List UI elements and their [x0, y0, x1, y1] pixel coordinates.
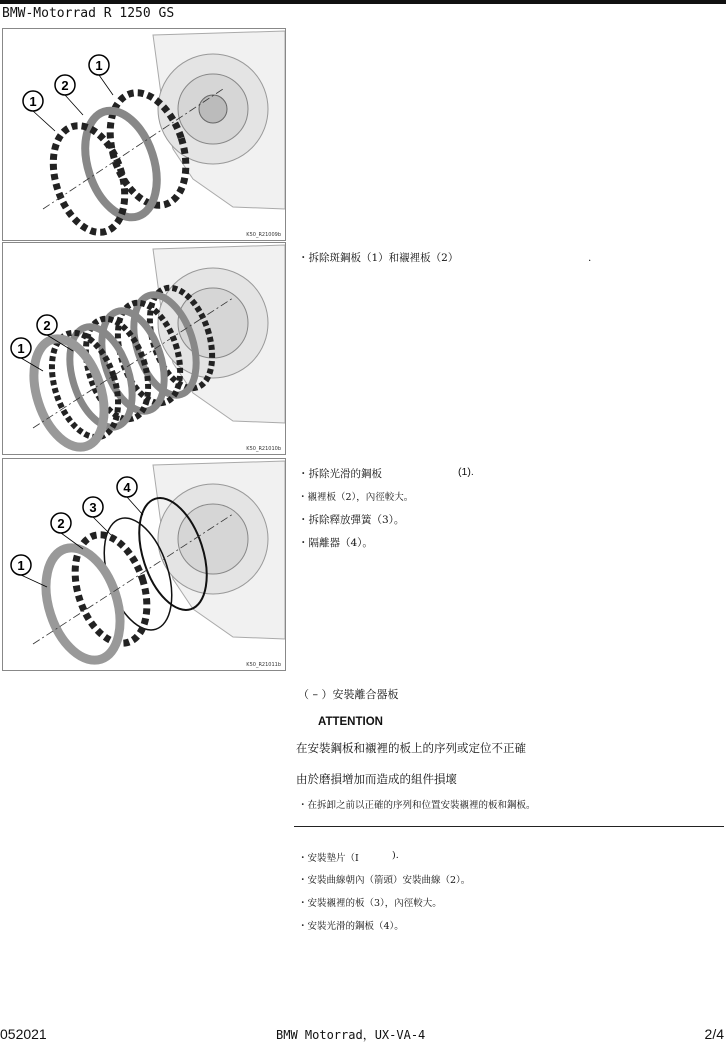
removal-step-2-ref: (1). [458, 466, 474, 478]
removal-step-1-dot: . [588, 252, 592, 264]
removal-step-5: ・隔離器（4）。 [298, 537, 373, 549]
figure-3-callout: 1 [17, 558, 25, 573]
figure-2-callout: 2 [43, 318, 51, 333]
figure-1-callout: 2 [61, 78, 69, 93]
install-step-1: ・安裝墊片（I [298, 853, 359, 864]
figure-3-caption: K50_R21011b [246, 662, 281, 668]
install-step-1-ref: ). [392, 850, 399, 861]
figure-3-callout: 3 [89, 500, 97, 515]
figure-3-callout: 4 [123, 480, 131, 495]
install-heading: （ – ）安裝離合器板 [298, 688, 399, 701]
footer-date: 052021 [0, 1026, 47, 1042]
figure-2-callout: 1 [17, 341, 25, 356]
figure-1-caption: K50_R21009b [246, 232, 281, 238]
removal-step-1: ・拆除斑鋼板（1）和襯裡板（2） [298, 252, 459, 264]
page-number: 2/4 [704, 1026, 724, 1042]
removal-step-2: ・拆除光滑的鋼板 [298, 468, 382, 480]
warning-text-3: ・在拆卸之前以正確的序列和位置安裝襯裡的板和鋼板。 [298, 800, 536, 811]
figure-3 [2, 458, 286, 671]
figure-1-callout: 1 [95, 58, 103, 73]
warning-text-2: 由於磨損增加而造成的組件損壞 [296, 772, 457, 786]
warning-text-1: 在安裝鋼板和襯裡的板上的序列或定位不正確 [296, 741, 526, 755]
figure-1 [2, 28, 286, 241]
removal-step-3: ・襯裡板（2），內徑較大。 [298, 492, 414, 503]
top-rule [0, 0, 726, 4]
figure-2-caption: K50_R21010b [246, 446, 281, 452]
section-divider [294, 826, 724, 827]
figure-1-callout: 1 [29, 94, 37, 109]
attention-label: ATTENTION [318, 716, 383, 728]
footer-doc-id: BMW Motorrad，UX-VA-4 [276, 1028, 426, 1042]
install-step-2: ・安裝曲線朝內（箭頭）安裝曲線（2）。 [298, 875, 471, 886]
install-step-3: ・安裝襯裡的板（3），內徑較大。 [298, 898, 442, 909]
install-step-4: ・安裝光滑的鋼板（4）。 [298, 921, 404, 932]
figure-2 [2, 242, 286, 455]
document-title: BMW-Motorrad R 1250 GS [2, 6, 175, 21]
removal-step-4: ・拆除釋放彈簧（3）。 [298, 514, 405, 526]
figure-3-callout: 2 [57, 516, 65, 531]
